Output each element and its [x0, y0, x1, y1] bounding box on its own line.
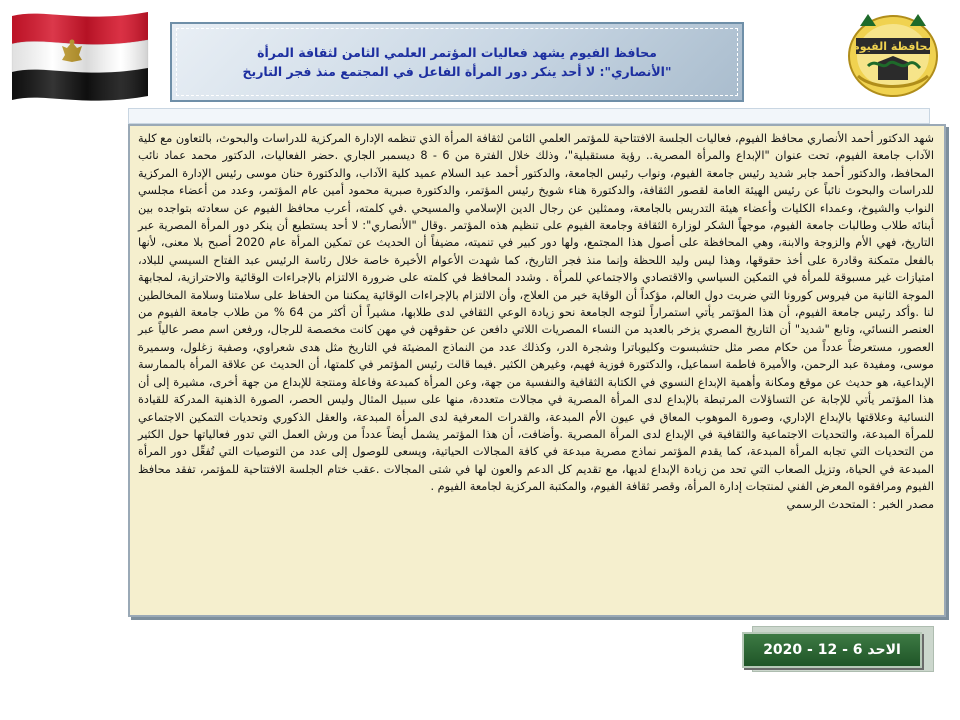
article-paragraph: شهد الدكتور أحمد الأنصاري محافظ الفيوم، فعاليات الجلسة الافتتاحية للمؤتمر العلمي الثامن لثقافة المرأة الذي تنظمه الإدارة المركزية للدراسات والبحوث، بالتعاون مع كلية الآداب جامعة الفيوم، تحت عنوان "الإبداع والمرأة المصرية.. رؤية مستقبلية"، وذلك خلال الفترة من 6 - 8 ديسمبر الجاري .حضر الفعاليات، الدكتور محمد عماد نائب المحافظ، والدكتور أحمد جابر شديد رئيس جامعة الفيوم، ونواب رئيس الجامعة، والدكتور أحمد عبد السلام عميد كلية الآداب، والدكتورة حنان موسى رئيس الإدارة المركزية للدراسات والبحوث نائباً عن رئيس الهيئة العامة لقصور الثقافة، والدكتورة هناء شويخ رئيس المؤتمر، والدكتورة صبرية محمود أمين عام المؤتمر، وعدد من أعضاء مجلسي النواب والشيوخ، وعمداء الكليات وأعضاء هيئة التدريس بالجامعة، وممثلين عن رجال الدين الإسلامي والمسيحي .في كلمته، أعرب محافظ الفيوم عن سعادته بتواجده بين أبنائه طلاب وطالبات جامعة الفيوم، موجهاً الشكر لوزارة الثقافة وجامعة الفيوم على تنظيم هذه المؤتمر .وقال "الأنصاري": لا أحد يستطيع أن ينكر دور المرأة المصرية عبر التاريخ، فهي الأم والزوجة والابنة، وهي المحافظة على أصول هذا المجتمع، ولها دور كبير في تنميته، مضيفاً أن الحديث عن تمكين المرأة عام 2020 أصبح بلا معنى، لأنها بالفعل متمكنة وقادرة على أخذ حقوقها، وهذا ليس وليد اللحظة وإنما منذ فجر التاريخ، كما شهدت الأعوام الأخيرة خاصة خلال رئاسة الرئيس عبد الفتاح السيسي للبلاد، امتيازات غير مسبوقة للمرأة في التمكين السياسي والاقتصادي والاجتماعي للمرأة . وشدد المحافظ في كلمته على ضرورة الالتزام بالإجراءات الوقائية والاحترازية، لمجابهة الموجة الثانية من فيروس كورونا التي ضربت دول العالم، مؤكداً أن الوقاية خير من العلاج، وأن الالتزام بالإجراءات الوقائية يمكننا من الحفاظ على سلامتنا وسلامة المخالطين لنا .وأكد رئيس جامعة الفيوم، أن هذا المؤتمر يأتي استمراراً لتوجه الجامعة نحو زيادة الوعي الثقافي لدى طلابها، مشيراً أن أكثر من 64 % من طلاب جامعة الفيوم من العنصر النسائي، وتابع "شديد" أن التاريخ المصري يزخر بالعديد من النساء المصريات اللاتي دافعن عن حقوقهن في مهن كانت مخصصة للرجال، ورفعن اسم مصر عالياً عبر العصور، مستعرضاً عدداً من حكام مصر مثل حتشبسوت وكليوباترا وشجرة الدر، وكذلك عدد من النماذج المضيئة في التاريخ مثل هدى شعراوي، وصفية زغلول، وسميرة موسى، ومفيدة عبد الرحمن، والأميرة فاطمة اسماعيل، والدكتورة فوزية فهيم، وغيرهن الكثير .فيما قالت رئيس المؤتمر في كلمتها، أن الحديث عن علاقة المرأة بالممارسة الإبداعية، هو حديث عن موقع ومكانة وأهمية الإبداع النسوي في الكتابة الثقافية والنفسية من جهة، وعن المرأة كمبدعة وفاعلة ومنتجة للإبداع من جهة أخرى، مشيرة إلى أن هذا المؤتمر يأتي للإجابة عن التساؤلات المرتبطة بالإبداع لدى المرأة المصرية في مجالات متعددة، منها على سبيل المثال وليس الحصر، الصورة الذهنية المدركة للقيادة النسائية وعلاقتها بالإبداع الإداري، وصورة الموهوب المعاق في عيون الأم المبدعة، والقدرات المعرفية لدى المرأة المبدعة، والعقل الذكوري وتحديات التمكين الاجتماعي للمرأة المبدعة، والتحديات الاجتماعية والثقافية في الإبداع لدى المرأة المصرية .وأضافت، أن هذا المؤتمر يشمل أيضاً عدداً من ورش العمل التي تدور فعالياتها حول الكثير من التحديات التي تجابه المرأة المبدعة، كما يقدم المؤتمر نماذج مصرية مبدعة في كافة المجالات الحياتية، ويسعى للوصول إلى عدد من التوصيات التي تُفعِّل دور المرأة المبدعة في الحياة، وتزيل الصعاب التي تحد من زيادة الإبداع لديها، مع تقديم كل الدعم والعون لها في شتى المجالات .عقب ختام الجلسة الافتتاحية للمؤتمر، تفقد محافظ الفيوم ومرافقوه المعرض الفني لمنتجات إدارة المرأة، وقصر ثقافة الفيوم، والمكتبة المركزية لجامعة الفيوم .	[138, 132, 935, 494]
headline-line-2: "الأنصاري": لا أحد ينكر دور المرأة الفاعل في المجتمع منذ فجر التاريخ	[242, 64, 672, 79]
headline-line-1: محافظ الفيوم يشهد فعاليات المؤتمر العلمي الثامن لثقافة المرأة	[257, 45, 657, 60]
article-source: مصدر الخبر : المتحدث الرسمي	[786, 497, 934, 511]
article-text	[138, 130, 934, 513]
headline-box	[170, 22, 744, 102]
fayoum-governorate-emblem-icon	[838, 6, 948, 102]
decorative-frame	[128, 108, 930, 124]
headline-inner	[176, 28, 738, 96]
egypt-flag-icon	[10, 8, 150, 103]
article-box	[128, 124, 946, 617]
emblem-text: محافظة الفيوم	[851, 40, 935, 53]
date-badge: الاحد 6 - 12 - 2020	[742, 632, 922, 668]
